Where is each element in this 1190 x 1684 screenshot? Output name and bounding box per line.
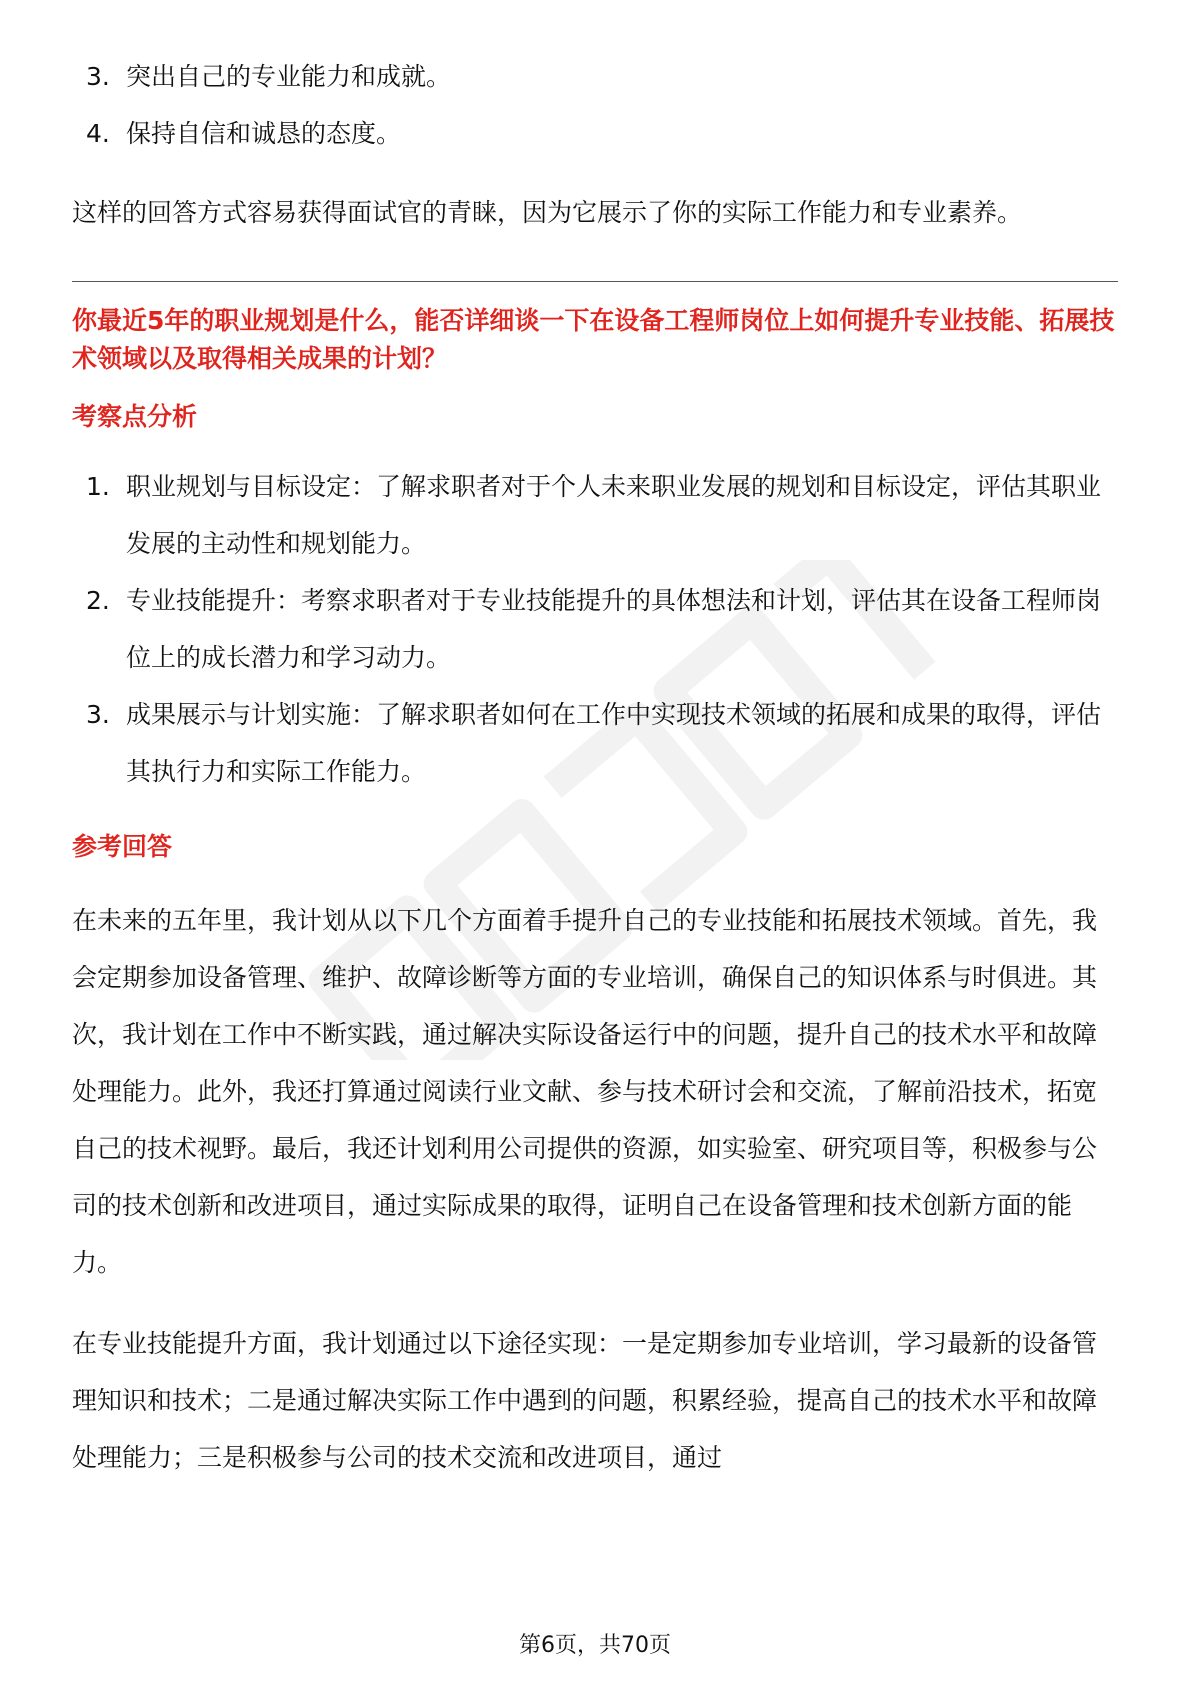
- list-text: 成果展示与计划实施：了解求职者如何在工作中实现技术领域的拓展和成果的取得，评估其执行力和实际工作能力。: [126, 700, 1102, 786]
- list-text: 保持自信和诚恳的态度。: [126, 119, 402, 148]
- answer-heading: 参考回答: [72, 832, 173, 861]
- list-item: [72, 458, 1118, 572]
- top-list: [72, 48, 1118, 162]
- list-number: 2.: [86, 586, 110, 615]
- list-text: 突出自己的专业能力和成就。: [126, 62, 452, 91]
- summary-paragraph: 这样的回答方式容易获得面试官的青睐，因为它展示了你的实际工作能力和专业素养。: [72, 198, 1023, 227]
- section-divider: [72, 281, 1118, 282]
- list-item: [72, 572, 1118, 686]
- list-item: [72, 48, 1118, 105]
- answer-paragraph: 在未来的五年里，我计划从以下几个方面着手提升自己的专业技能和拓展技术领域。首先，我会定期参加设备管理、维护、故障诊断等方面的专业培训，确保自己的知识体系与时俱进。其次，我计划在工作中不断实践，通过解决实际设备运行中的问题，提升自己的技术水平和故障处理能力。此外，我还打算通过阅读行业文献、参与技术研讨会和交流，了解前沿技术，拓宽自己的技术视野。最后，我还计划利用公司提供的资源，如实验室、研究项目等，积极参与公司的技术创新和改进项目，通过实际成果的取得，证明自己在设备管理和技术创新方面的能力。: [72, 906, 1098, 1277]
- analysis-heading: 考察点分析: [72, 402, 198, 431]
- list-number: 3.: [86, 62, 110, 91]
- list-number: 1.: [86, 472, 110, 501]
- answer-paragraph: 在专业技能提升方面，我计划通过以下途径实现：一是定期参加专业培训，学习最新的设备管理知识和技术；二是通过解决实际工作中遇到的问题，积累经验，提高自己的技术水平和故障处理能力；三是积极参与公司的技术交流和改进项目，通过: [72, 1329, 1098, 1472]
- document-page: [72, 0, 1118, 1486]
- list-text: 职业规划与目标设定：了解求职者对于个人未来职业发展的规划和目标设定，评估其职业发展的主动性和规划能力。: [126, 472, 1102, 558]
- interview-question: 你最近5年的职业规划是什么，能否详细谈一下在设备工程师岗位上如何提升专业技能、拓展技术领域以及取得相关成果的计划？: [72, 306, 1115, 373]
- list-item: [72, 105, 1118, 162]
- list-number: 3.: [86, 700, 110, 729]
- analysis-list: [72, 458, 1118, 800]
- page-footer: 第6页，共70页: [519, 1633, 671, 1658]
- list-text: 专业技能提升：考察求职者对于专业技能提升的具体想法和计划，评估其在设备工程师岗位上的成长潜力和学习动力。: [126, 586, 1102, 672]
- list-number: 4.: [86, 119, 110, 148]
- list-item: [72, 686, 1118, 800]
